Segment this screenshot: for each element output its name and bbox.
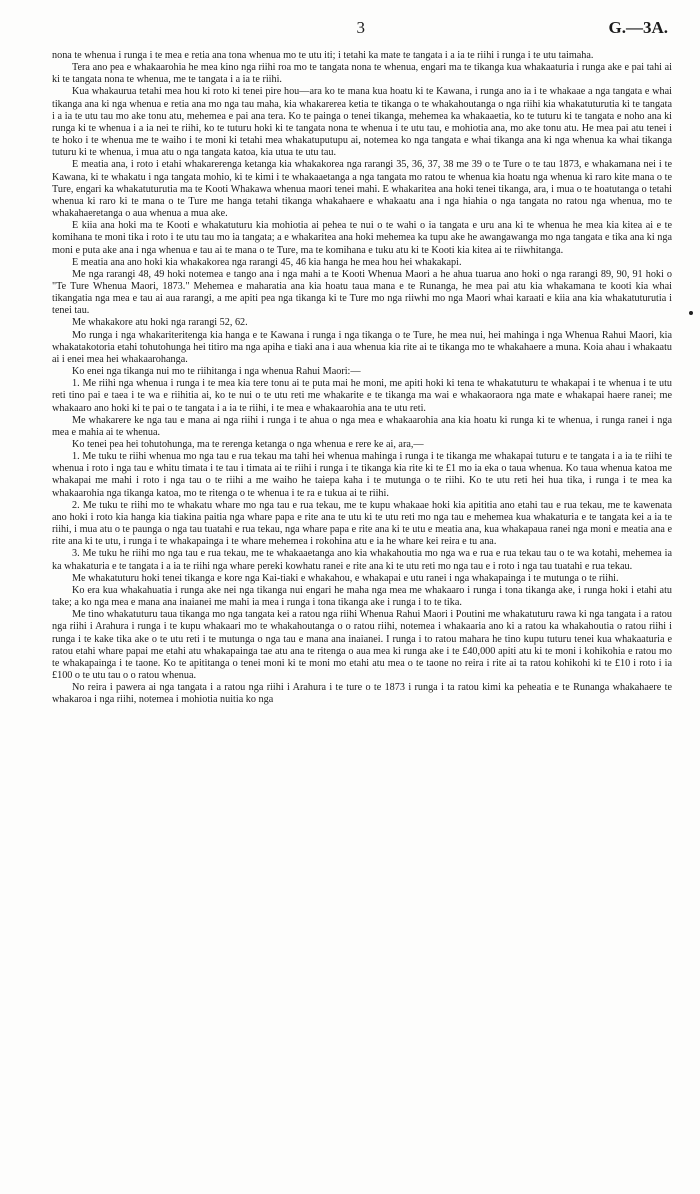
page-header: [52, 18, 670, 40]
numbered-item: 3. Me tuku he riihi mo nga tau e rua tekau, me te whakaaetanga ano kia whakahoutia mo nga wa e rua e rua tekau tau o te wa kotahi, mehemea ia ka whakaturia e te tangata i a ia te riihi nga whare pereki kowhatu ranei e rite ana ki te utu reti mo nga tau e i roto i nga tau tuatahi e rua tekau.: [52, 548, 672, 572]
paragraph: nona te whenua i runga i te mea e retia ana tona whenua mo te utu iti; i tetahi ka mate te tangata i a ia te riihi i runga i te utu taimaha.: [52, 50, 594, 61]
margin-mark: [689, 311, 693, 315]
paragraph: Ko era kua whakahuatia i runga ake nei nga tikanga nui engari he maha nga mea me whakaaro i runga i tona tikanga ake, i runga hoki i etahi atu take; a ko nga mea e mana ana inaianei me mahi ia mea i runga i tona tikanga ake i runga i to te tika.: [52, 584, 672, 609]
document-reference: G.—3A.: [608, 18, 668, 37]
body-text: [52, 50, 672, 706]
numbered-item: 2. Me tuku te riihi mo te whakatu whare mo nga tau e rua tekau, me te kupu whakaae hoki kia apititia ano etahi tau e rua tekau, me te kawenata ano hoki i roto kia hanga kia tiakina paitia nga whare papa e rite ana te utu ki te utu reti mo nga tau e mehemea kua whakaturia e te tangata kei a ia te riihi, i mua atu o te paunga o nga tau tuatahi e rua tekau, nga whare papa e rite ana ki te utu e meatia ana, kua whakapaua ranei nga moni e meatia ana e rite ana ki te utu, i runga i te whakapainga i te whare mehemea i rokohina atu e ia he whare kei reira e tu ana.: [52, 499, 672, 548]
paragraph: E kiia ana hoki ma te Kooti e whakatuturu kia mohiotia ai pehea te nui o te wahi o ia tangata e uru ana ki te whenua he mea kia kitea ai e te komihana te moni tika i roto i te utu tau mo ia tangata; a e whakaritea ana hoki mehemea ka tupu ake he awangawanga mo nga tangata e tika ana ki nga moni e puta ake ana i nga whenua e tau ai te mana o te Ture, ma te komihana e tuku atu ki te Kooti kia kitea ai te riiwhitanga.: [52, 220, 672, 256]
paragraph: Me nga rarangi 48, 49 hoki notemea e tango ana i nga mahi a te Kooti Whenua Maori a he ahua tuarua ano hoki o nga rarangi 89, 90, 91 hoki o "Te Ture Whenua Maori, 1873." Mehemea e maharatia ana kia hoatu taua mana e te Runanga, he mea pai atu kia whakamana te kooti kia whai tikangatia nga mea e tau ai aua rarangi, a me apiti pea nga tikanga ki te Ture mo nga riiwhi mo nga Maori whai karaati e kiia ana kia whakatuturutia i tenei tau.: [52, 268, 672, 317]
paragraph: Mo runga i nga whakariteritenga kia hanga e te Kawana i runga i nga tikanga o te Ture, he mea nui, hei mahinga i nga Whenua Rahui Maori, kia whakatakotoria etahi tohutohunga hei titiro ma nga apiha e tiaki ana i aua whenua kia rite ai te tikanga mo te whakahaere a muna. Koia ahau i whakaatu ai i enei mea hei whakaarohanga.: [52, 329, 672, 365]
paragraph: Me whakakore atu hoki nga rarangi 52, 62.: [72, 317, 248, 329]
page-number: 3: [356, 18, 366, 37]
paragraph: Kua whakaurua tetahi mea hou ki roto ki tenei pire hou—ara ko te mana kua hoatu ki te Kawana, i runga ano ia i te whakaae a nga tangata e whai tikanga ana ki nga whenua e retia ana mo nga tau maha, kia whakarerea ketia te tikanga o te whakahoutanga o nga riihi kia whakatuturutia ki te tangata i a ia te utu tau mo ake tonu atu, mehemea e pai ana tera. Ko te painga o tenei tikanga, mehemea ka whakaaetia, ko te tuturu ki te tangata e noho ana ki runga ki te whenua i a ia nei te riihi, ko te tuturu hoki ki te tangata nona te whenua i te utu tau, e mohiotia ana, mo ake tonu atu. He mea pai atu tenei i te hoko i te whenua me te waiho i te moni ki tetahi mea whakatuputupu ai, notemea ko nga tangata e whai tikanga ana ki nga whenua ka whai tikanga tuturu ki te whenua, i mua atu o nga tangata katoa, kia utua te utu tau.: [52, 86, 672, 159]
numbered-item: 1. Me riihi nga whenua i runga i te mea kia tere tonu ai te puta mai he moni, me apiti hoki ki tena te whakatuturu te whakapai i te whenua i te utu reti tino pai e taea i te wa e riihitia ai, ko te nui o te utu reti me whakarite e te tikanga ma wai e whakaoraora nga mate e whakapai haere ranei; me whakaaro ano hoki ki te pai o te tangata i a ia te riihi, i te mea e whakaarohia ana te utu reti.: [52, 378, 672, 414]
paragraph: Tera ano pea e whakaarohia he mea kino nga riihi roa mo te tangata nona te whenua, engari ma te tikanga kua whakaaturia i runga ake e pai tahi ai ki te tangata nona te whenua, me te tangata i a ia te riihi.: [52, 62, 672, 86]
paragraph: No reira i pawera ai nga tangata i a ratou nga riihi i Arahura i te ture o te 1873 i runga i ta ratou kimi ka peheatia e te Runanga whakahaere te whakaroa i nga riihi, notemea i mohiotia nuitia ko nga: [52, 682, 672, 706]
paragraph: Me whakatuturu hoki tenei tikanga e kore nga Kai-tiaki e whakahou, e whakapai e utu ranei i nga whakapainga i te mutunga o te riihi.: [72, 572, 619, 584]
numbered-item: 1. Me tuku te riihi whenua mo nga tau e rua tekau ma tahi hei whenua mahinga i runga i te tikanga me whakapai tuturu e te tangata i a ia te riihi te whenua i roto i nga tau e whitu timata i te tau i timata ai te riihi i runga i te tikanga kia rite ki te £1 mo ia eka o taua whenua. Ko taua whenua katoa me whakapai me mahi i roto i nga tau o te riihi a me waiho he taiepa kaha i te mutunga o te riihi. Ko te utu reti hei hua tika, i runga i te mea ka whakaarohia nga tikanga katoa, mo te ritenga o te whenua i te ra e tukua ai te riihi.: [52, 451, 672, 499]
paragraph: Ko enei nga tikanga nui mo te riihitanga i nga whenua Rahui Maori:—: [72, 366, 361, 378]
paragraph: Me tino whakatuturu taua tikanga mo nga tangata kei a ratou nga riihi Whenua Rahui Maori i Poutini me whakatuturu rawa ki nga tangata i a ratou nga riihi i Arahura i runga i te kupu whakaari mo te whakahoutanga o o ratou riihi, notemea i whakaaria ano ki a ratou ka whakahoutia o ratou riihi i runga i te kake tika ake o te utu reti i te mutunga o nga tau e mana ana inaianei. I runga i to ratou mahara he tino kupu tuturu tenei kua whakaaturia e ratou etahi whare papai me etahi atu whakapainga tae atu ana te ritenga o aua mea ki runga ake i te £40,000 apiti atu ki te moni i kohikohia e ratou mo te whakapainga i te taone. Ko te apititanga o tenei moni ki te moni mo etahi atu mea o te taone no reira i rite ai ta ratou kohikohi ki te £10 i roto i ia £100 o te utu tau o o ratou whenua.: [52, 609, 672, 681]
paragraph: E meatia ana, i roto i etahi whakarerenga ketanga kia whakakorea nga rarangi 35, 36, 37, 38 me 39 o te Ture o te tau 1873, e whakamana nei i te Kawana, ki te whakatu i nga tangata mohio, ki te kimi i te whakaaetanga a nga tangata mo ratou te whenua kia hoatu nga whenua ki raro kite mana o te Ture, engari ka whakatuturutia ma te Kooti Whakawa whenua maori tenei mahi. E whakaritea ana hoki tenei tikanga, ara, i mua o te hoatutanga o tetahi whenua ki raro ki te mana o te Ture me hanga tetahi tikanga whakahaere e whakaatu ana i nga hiahia o nga tangata no ratou nga whenua, mo te whakahaeretanga o aua whenua a mua ake.: [52, 159, 672, 220]
paragraph: E meatia ana ano hoki kia whakakorea nga rarangi 45, 46 kia hanga he mea hou hei whakakapi.: [72, 256, 462, 268]
paragraph: Ko tenei pea hei tohutohunga, ma te rerenga ketanga o nga whenua e rere ke ai, ara,—: [72, 439, 424, 450]
paragraph: Me whakarere ke nga tau e mana ai nga riihi i runga i te ahua o nga mea e whakaarohia ana kia hoatu ki runga ki te whenua, i runga ranei i nga mea e mahia ai te whenua.: [52, 414, 672, 438]
